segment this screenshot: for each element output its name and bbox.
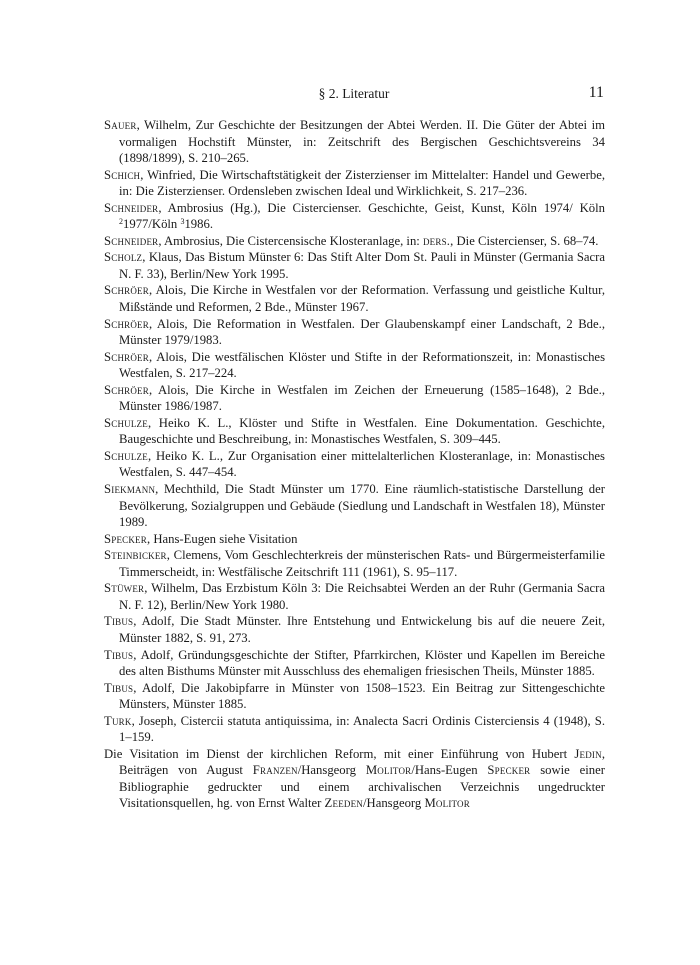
author-name: Specker xyxy=(104,531,147,546)
author-name: ders. xyxy=(422,233,451,248)
author-name: Schröer xyxy=(104,316,149,331)
entry-text: , Adolf, Gründungsgeschichte der Stifter, Pfarrkirchen, Klöster und Kapellen im Bereiche des alten Bisthums Münster mit Ausschluss des ehemaligen friesischen Theils, Münster 1885. xyxy=(119,647,605,679)
author-name: Tibus xyxy=(104,647,134,662)
bibliography-entry xyxy=(104,117,605,167)
entry-text: , Wilhelm, Zur Geschichte der Besitzungen der Abtei Werden. II. Die Güter der Abtei im vormaligen Hochstift Münster, in: Zeitschrift des Bergischen Geschichtsvereins 34 (1898/1899), S. 210–265. xyxy=(119,118,605,166)
bibliography-entry xyxy=(104,481,605,531)
author-name: Schneider xyxy=(104,200,159,215)
bibliography-entry xyxy=(104,316,605,349)
bibliography-entry xyxy=(104,448,605,481)
entry-text: , Beiträgen von August xyxy=(119,746,605,778)
author-name: Turk xyxy=(104,713,132,728)
author-name: Franzen xyxy=(252,763,298,778)
bibliography-entry xyxy=(104,680,605,713)
bibliography-entry xyxy=(104,746,605,812)
author-name: Schulze xyxy=(104,415,148,430)
author-name: Siekmann xyxy=(104,482,156,497)
entry-text: , Winfried, Die Wirtschaftstätigkeit der Zisterzienser im Mittelalter: Handel und Gewerbe, in: Die Zisterzienser. Ordensleben zwischen Ideal und Wirklichkeit, S. 217–236. xyxy=(119,167,605,199)
bibliography-entry xyxy=(104,349,605,382)
author-name: Schröer xyxy=(104,349,149,364)
entry-text: , Hans-Eugen siehe Visitation xyxy=(146,531,298,546)
author-name: Schröer xyxy=(104,382,149,397)
bibliography-entry xyxy=(104,713,605,746)
author-name: Sauer xyxy=(104,118,137,132)
author-name: Jedin xyxy=(574,746,602,761)
author-name: Molitor xyxy=(424,796,470,811)
entry-text: /Hansgeorg xyxy=(297,763,366,778)
bibliography-entry xyxy=(104,415,605,448)
bibliography-entry xyxy=(104,200,605,233)
bibliography-entry xyxy=(104,580,605,613)
bibliography-entry xyxy=(104,282,605,315)
entry-text: , Mechthild, Die Stadt Münster um 1770. Eine räumlich-statistische Darstellung der Bevölkerung, Sozialgruppen und Gebäude (Siedlung und Landschaft in Westfalen 18), Münster 1989. xyxy=(119,482,605,530)
entry-text: , Alois, Die Kirche in Westfalen vor der Reformation. Verfassung und geistliche Kultur, Mißstände und Reformen, 2 Bde., Münster 1967. xyxy=(119,283,605,315)
bibliography-entry xyxy=(104,382,605,415)
entry-text: , Heiko K. L., Klöster und Stifte in Westfalen. Eine Dokumentation. Geschichte, Baugeschichte und Beschreibung, in: Monastisches Westfalen, S. 309–445. xyxy=(119,415,605,447)
page-number: 11 xyxy=(588,84,604,101)
entry-text: Die Visitation im Dienst der kirchlichen Reform, mit einer Einführung von Hubert xyxy=(104,746,575,761)
bibliography-entry xyxy=(104,167,605,200)
running-head xyxy=(104,84,604,106)
bibliography-entry xyxy=(104,249,605,282)
author-name: Tibus xyxy=(104,680,134,695)
author-name: Steinbicker xyxy=(104,548,167,563)
author-name: Zeeden xyxy=(324,796,363,811)
author-name: Specker xyxy=(487,763,531,778)
entry-text: 1977/Köln xyxy=(123,217,181,232)
author-name: Stüwer xyxy=(104,581,145,596)
entry-text: , Clemens, Vom Geschlechterkreis der münsterischen Rats- und Bürgermeisterfamilie Timmerscheidt, in: Westfälische Zeitschrift 111 (1961), S. 95–117. xyxy=(119,548,605,579)
entry-text: , Alois, Die Reformation in Westfalen. Der Glaubenskampf einer Landschaft, 2 Bde., Münster 1979/1983. xyxy=(119,316,605,348)
entry-text: , Joseph, Cistercii statuta antiquissima, in: Analecta Sacri Ordinis Cisterciensis 4 (1948), S. 1–159. xyxy=(119,713,605,745)
entry-text: , Wilhelm, Das Erzbistum Köln 3: Die Reichsabtei Werden an der Ruhr (Germania Sacra N. F. 12), Berlin/New York 1980. xyxy=(119,581,605,612)
bibliography-entry xyxy=(104,531,605,548)
entry-text: /Hansgeorg xyxy=(363,796,425,811)
entry-text: , Adolf, Die Jakobipfarre in Münster von 1508–1523. Ein Beitrag zur Sittengeschichte Münsters, Münster 1885. xyxy=(119,680,605,712)
entry-text: , Ambrosius (Hg.), Die Cistercienser. Geschichte, Geist, Kunst, Köln 1974/ Köln xyxy=(158,200,605,215)
entry-text: , Die Cistercienser, S. 68–74. xyxy=(450,233,599,248)
entry-text: , Klaus, Das Bistum Münster 6: Das Stift Alter Dom St. Pauli in Münster (Germania Sacra N. F. 33), Berlin/New York 1995. xyxy=(119,250,605,281)
entry-text: sowie einer Bibliographie gedruckter und einem archivalischen Verzeichnis ungedruckter Visitationsquellen, hg. von Ernst Walter xyxy=(119,763,605,811)
author-name: Tibus xyxy=(104,614,134,629)
entry-text: , Adolf, Die Stadt Münster. Ihre Entstehung und Entwickelung bis auf die neuere Zeit, Münster 1882, S. 91, 273. xyxy=(119,614,605,645)
edition-superscript: 3 xyxy=(180,217,185,227)
section-title: § 2. Literatur xyxy=(318,86,390,101)
author-name: Schulze xyxy=(104,448,148,463)
author-name: Molitor xyxy=(365,763,412,778)
author-name: Schneider xyxy=(104,233,159,248)
edition-superscript: 2 xyxy=(119,217,123,227)
author-name: Schröer xyxy=(104,283,149,298)
entry-text: 1986. xyxy=(184,217,213,232)
author-name: Schich xyxy=(104,167,141,182)
bibliography-entry xyxy=(104,233,605,250)
bibliography-list xyxy=(104,117,605,812)
entry-text: , Alois, Die Kirche in Westfalen im Zeichen der Erneuerung (1585–1648), 2 Bde., Münster 1986/1987. xyxy=(119,382,605,414)
bibliography-entry xyxy=(104,547,605,580)
bibliography-entry xyxy=(104,647,605,680)
entry-text: , Heiko K. L., Zur Organisation einer mittelalterlichen Klosteranlage, in: Monastisches Westfalen, S. 447–454. xyxy=(119,448,605,480)
entry-text: , Ambrosius, Die Cistercensische Klosteranlage, in: xyxy=(158,233,423,248)
entry-text: , Alois, Die westfälischen Klöster und Stifte in der Reformationszeit, in: Monastisches Westfalen, S. 217–224. xyxy=(119,349,605,381)
bibliography-entry xyxy=(104,613,605,646)
entry-text: /Hans-Eugen xyxy=(411,763,488,778)
author-name: Scholz xyxy=(104,250,143,265)
